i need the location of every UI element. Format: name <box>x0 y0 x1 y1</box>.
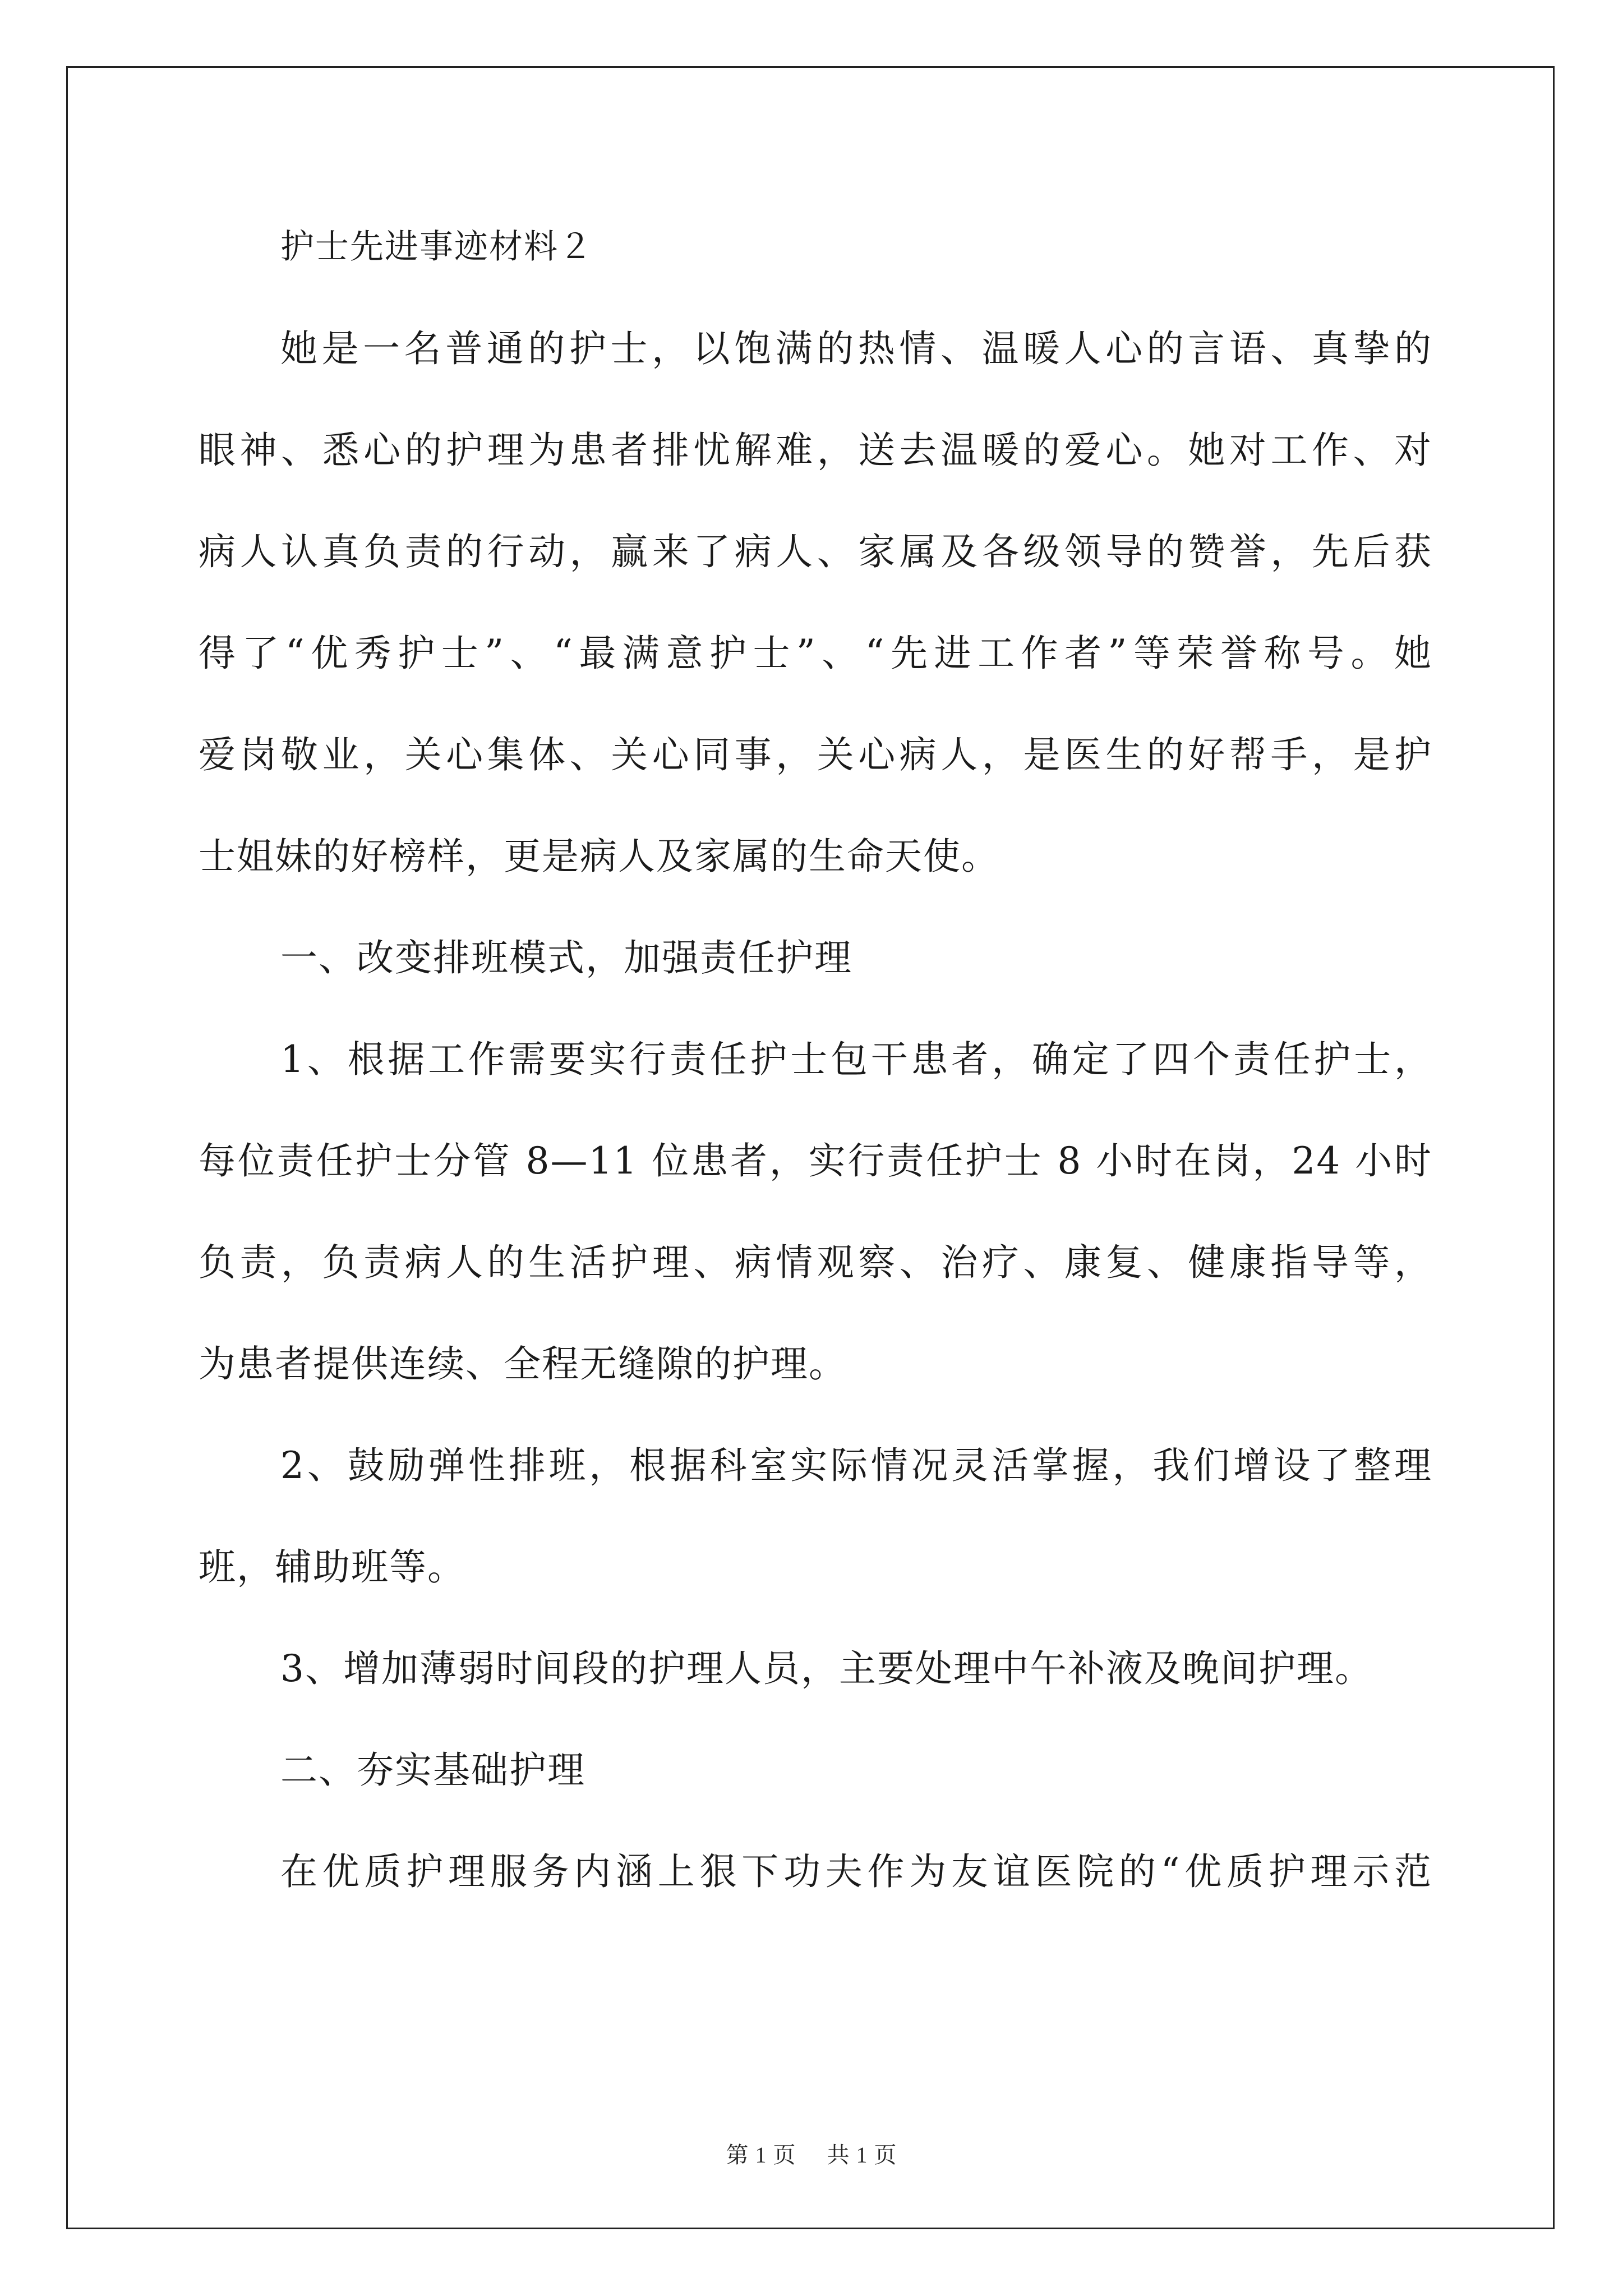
document-body <box>199 196 1432 1922</box>
item-1-line-3: 负责，负责病人的生活护理、病情观察、治疗、康复、健康指导等， <box>199 1241 1432 1284</box>
page-number: 第 1 页 <box>726 2142 796 2168</box>
item-1-line-4: 为患者提供连续、全程无缝隙的护理。 <box>199 1342 847 1386</box>
paragraph-1-line-6: 士姐妹的好榜样，更是病人及家属的生命天使。 <box>199 835 999 878</box>
item-1-line-1: 1、根据工作需要实行责任护士包干患者，确定了四个责任护士， <box>280 1038 1432 1081</box>
paragraph-1-line-2: 眼神、悉心的护理为患者排忧解难，送去温暖的爱心。她对工作、对 <box>199 429 1432 472</box>
item-1-line-2: 每位责任护士分管 8—11 位患者，实行责任护士 8 小时在岗，24 小时 <box>199 1139 1432 1182</box>
paragraph-1-line-4: 得了“优秀护士”、“最满意护士”、“先进工作者”等荣誉称号。她 <box>199 632 1432 675</box>
paragraph-last-line-1: 在优质护理服务内涵上狠下功夫作为友谊医院的“优质护理示范 <box>280 1850 1432 1893</box>
section-heading-2: 二、夯实基础护理 <box>280 1749 585 1792</box>
page-total: 共 1 页 <box>827 2142 897 2168</box>
item-2-line-2: 班，辅助班等。 <box>199 1545 465 1589</box>
section-heading-1: 一、改变排班模式，加强责任护理 <box>280 936 852 979</box>
paragraph-1-line-1: 她是一名普通的护士，以饱满的热情、温暖人心的言语、真挚的 <box>280 327 1432 370</box>
item-3-line-1: 3、增加薄弱时间段的护理人员，主要处理中午补液及晚间护理。 <box>280 1647 1373 1690</box>
paragraph-1-line-3: 病人认真负责的行动，赢来了病人、家属及各级领导的赞誉，先后获 <box>199 530 1432 573</box>
document-title: 护士先进事迹材料２ <box>280 227 593 266</box>
paragraph-1-line-5: 爱岗敬业，关心集体、关心同事，关心病人，是医生的好帮手，是护 <box>199 733 1432 776</box>
item-2-line-1: 2、鼓励弹性排班，根据科室实际情况灵活掌握，我们增设了整理 <box>280 1444 1432 1487</box>
page-footer <box>0 2137 1623 2169</box>
